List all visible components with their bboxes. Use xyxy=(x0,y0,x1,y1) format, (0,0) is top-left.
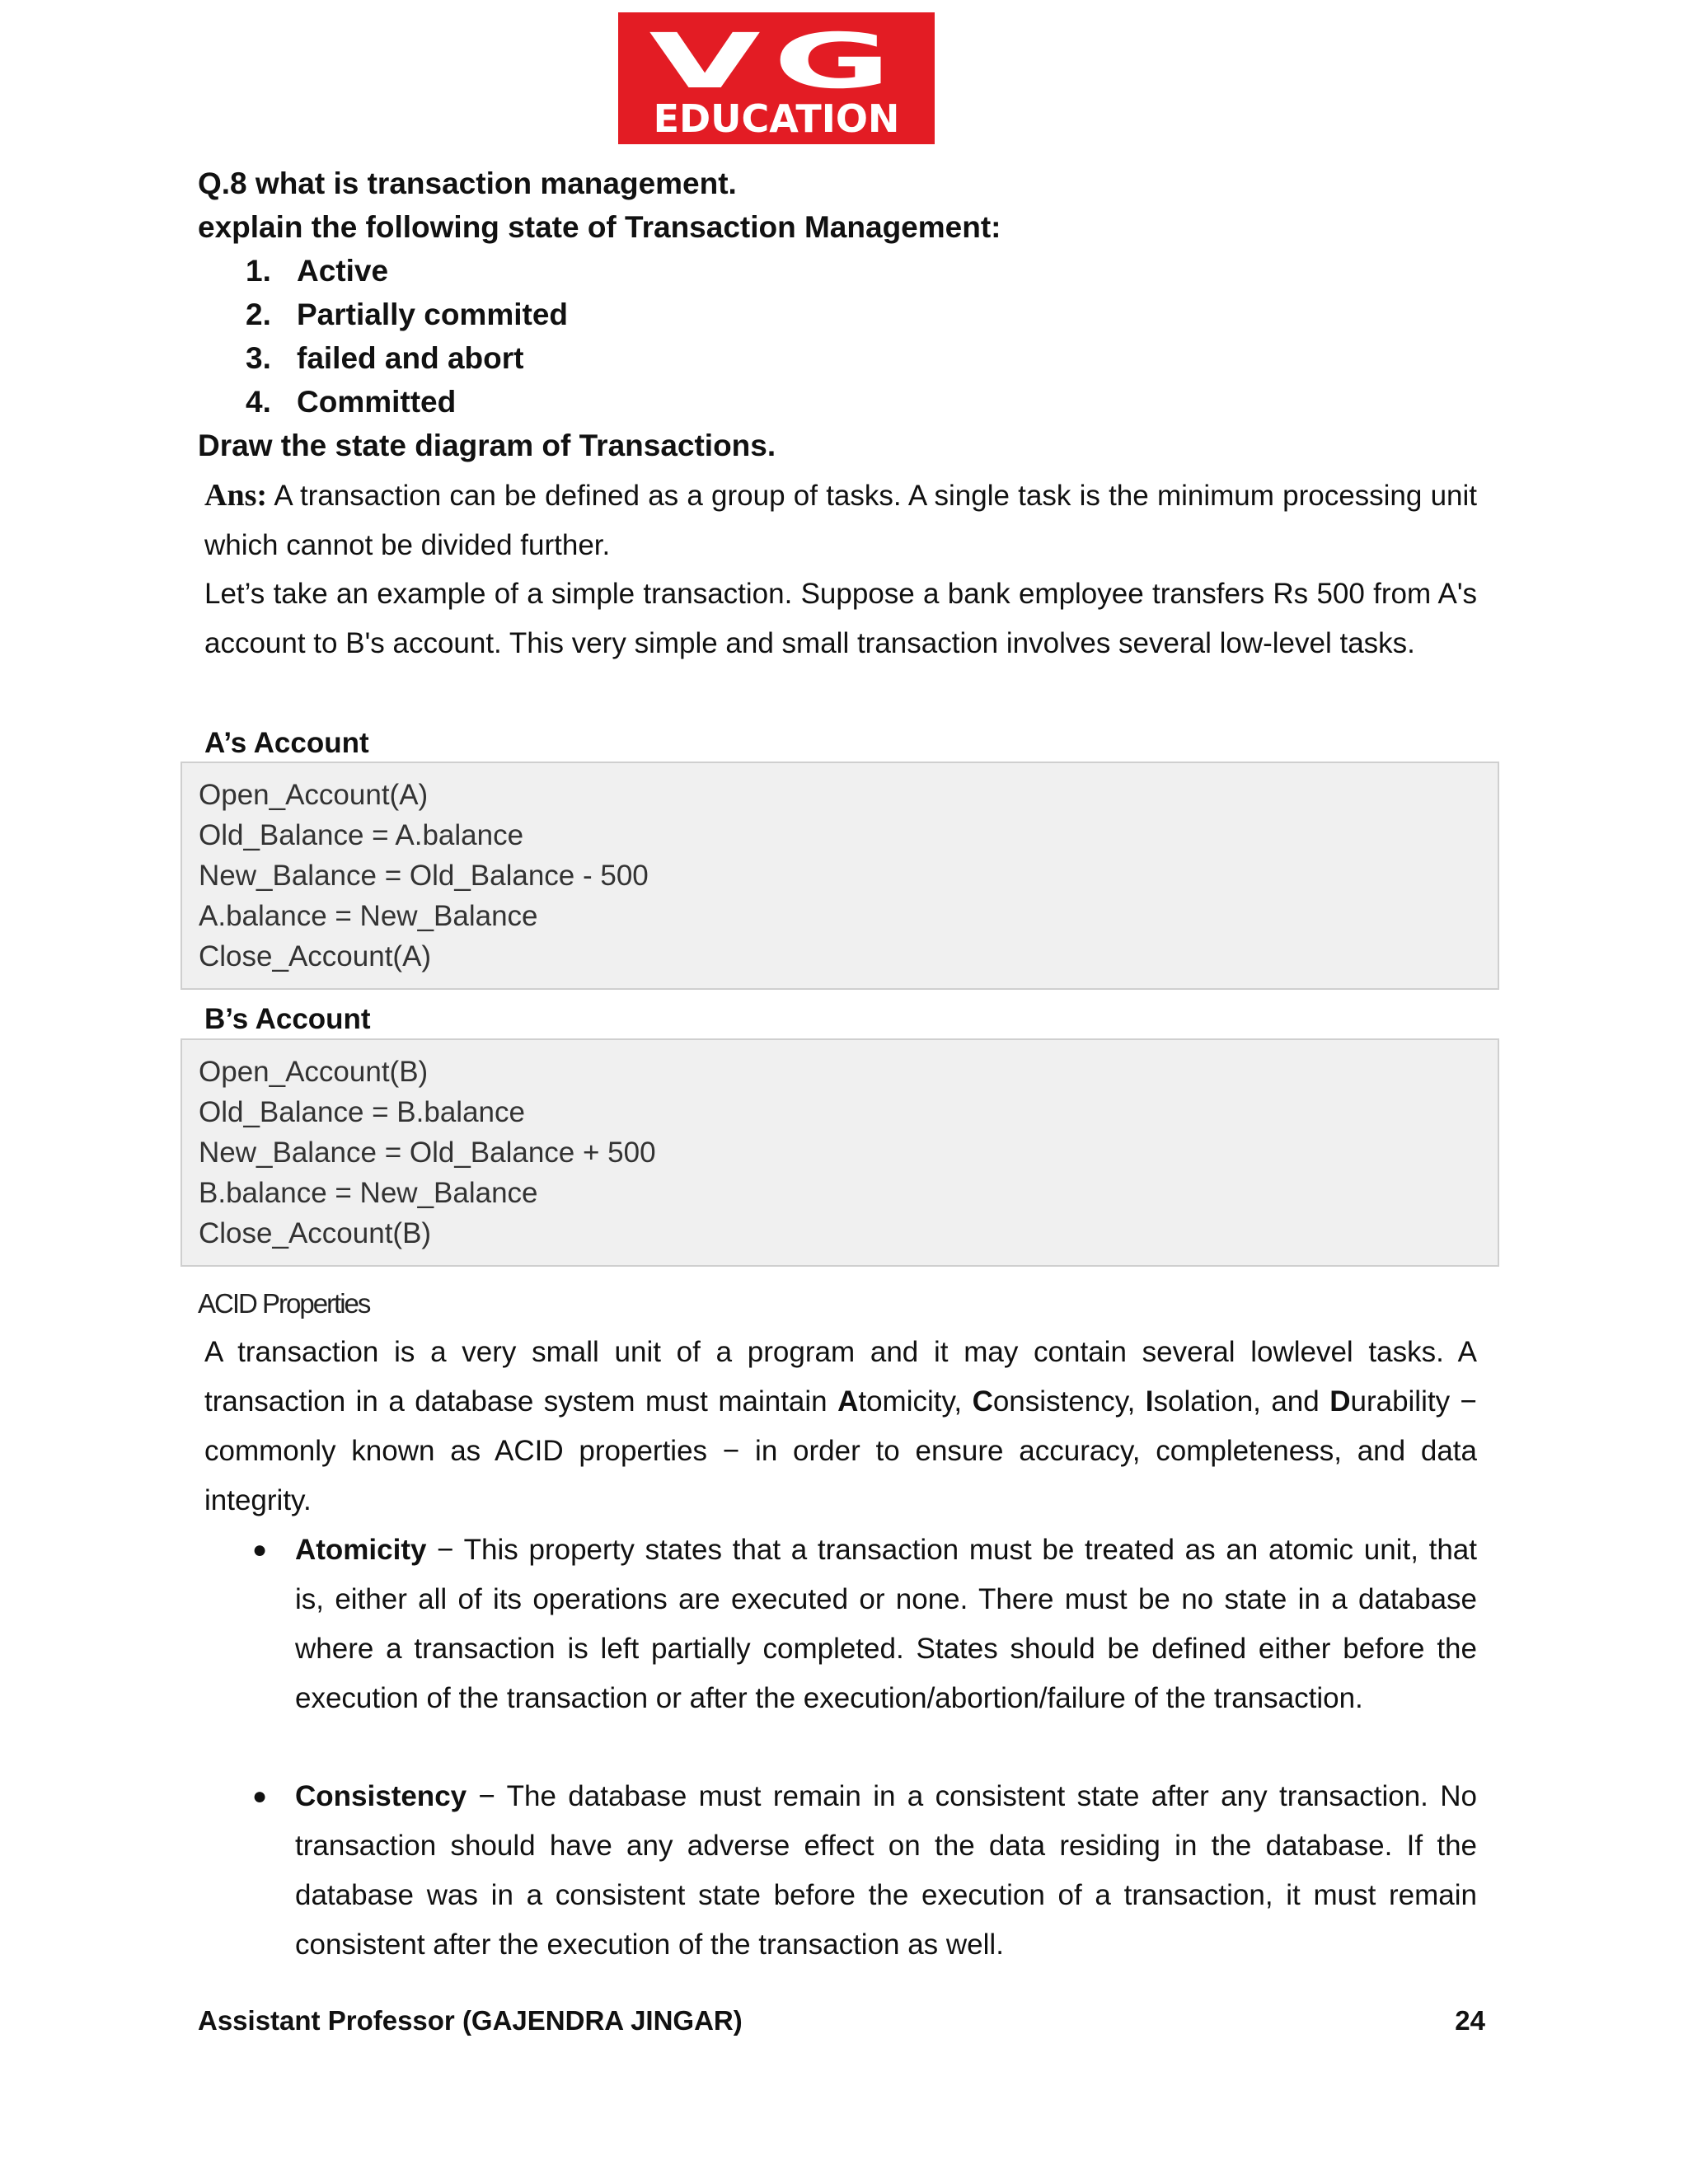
list-number: 4. xyxy=(246,385,271,419)
answer-paragraph-2: Let’s take an example of a simple transaction. Suppose a bank employee transfers Rs 500 from A's account to B's account. This very simple and small transaction involves several low-level tasks. xyxy=(204,578,1477,659)
question-list-item xyxy=(246,293,568,336)
page-number: 24 xyxy=(1455,2005,1485,2036)
question-diagram-line: Draw the state diagram of Transactions. xyxy=(198,429,776,462)
bullet-term: Atomicity xyxy=(295,1534,427,1566)
list-text: Partially commited xyxy=(297,298,569,331)
answer-label: Ans: xyxy=(204,478,268,513)
bullet-text: − The database must remain in a consistent state after any transaction. No transaction should have any adverse effect on the data residing in the database. If the database was in a consistent state before the execution of a transaction, it must remain consistent after the execution of the transaction as well. xyxy=(295,1780,1477,1961)
code-line: A.balance = New_Balance xyxy=(199,900,538,932)
code-line: New_Balance = Old_Balance + 500 xyxy=(199,1137,656,1169)
question-title: Q.8 what is transaction management. xyxy=(198,166,737,200)
acid-bullet-atomicity xyxy=(295,1526,1477,1723)
list-text: failed and abort xyxy=(297,341,524,375)
code-line: Open_Account(B) xyxy=(199,1056,429,1088)
logo-mark: VG xyxy=(649,17,904,105)
code-line: Old_Balance = B.balance xyxy=(199,1096,525,1128)
list-number: 2. xyxy=(246,298,271,331)
account-a-heading: A’s Account xyxy=(204,727,369,759)
acid-bullet-consistency xyxy=(295,1772,1477,1970)
account-b-code-block xyxy=(181,1038,1499,1267)
account-b-heading: B’s Account xyxy=(204,1003,371,1035)
question-subtitle: explain the following state of Transaction Management: xyxy=(198,210,1001,244)
code-line: New_Balance = Old_Balance - 500 xyxy=(199,860,649,892)
code-line: B.balance = New_Balance xyxy=(199,1177,538,1209)
question-list-item xyxy=(246,336,523,380)
list-number: 3. xyxy=(246,341,271,375)
bullet-icon: ● xyxy=(252,1783,268,1810)
bullet-text: − This property states that a transaction must be treated as an atomic unit, that is, either all of its operations are executed or none. There must be no state in a database where a transaction is left partially completed. States should be defined either before the execution of the transaction or after the execution/abortion/failure of the transaction. xyxy=(295,1534,1477,1714)
footer-author: Assistant Professor (GAJENDRA JINGAR) xyxy=(198,2005,743,2036)
bullet-term: Consistency xyxy=(295,1780,467,1812)
bullet-icon: ● xyxy=(252,1536,268,1563)
code-line: Close_Account(A) xyxy=(199,940,432,972)
code-line: Close_Account(B) xyxy=(199,1217,432,1249)
logo-name: EDUCATION xyxy=(653,96,900,141)
question-list-item xyxy=(246,380,456,424)
list-text: Active xyxy=(297,254,389,288)
question-list-item xyxy=(246,249,388,293)
list-number: 1. xyxy=(246,254,271,288)
code-line: Open_Account(A) xyxy=(199,779,429,811)
acid-heading: ACID Properties xyxy=(198,1288,370,1319)
answer-text-1: A transaction can be defined as a group of tasks. A single task is the minimum processing unit which cannot be divided further. xyxy=(204,480,1478,561)
account-a-code-block xyxy=(181,762,1499,990)
answer-paragraph-1 xyxy=(204,471,1477,570)
code-line: Old_Balance = A.balance xyxy=(199,819,524,851)
vg-education-logo xyxy=(618,12,935,144)
list-text: Committed xyxy=(297,385,457,419)
acid-intro-paragraph: A transaction is a very small unit of a program and it may contain several lowlevel tasks. A transaction in a database system must maintain Atomicity, Consistency, Isolation, and Durability − commonly known as ACID properties − in order to ensure accuracy, completeness, and data integrity. xyxy=(204,1336,1477,1516)
